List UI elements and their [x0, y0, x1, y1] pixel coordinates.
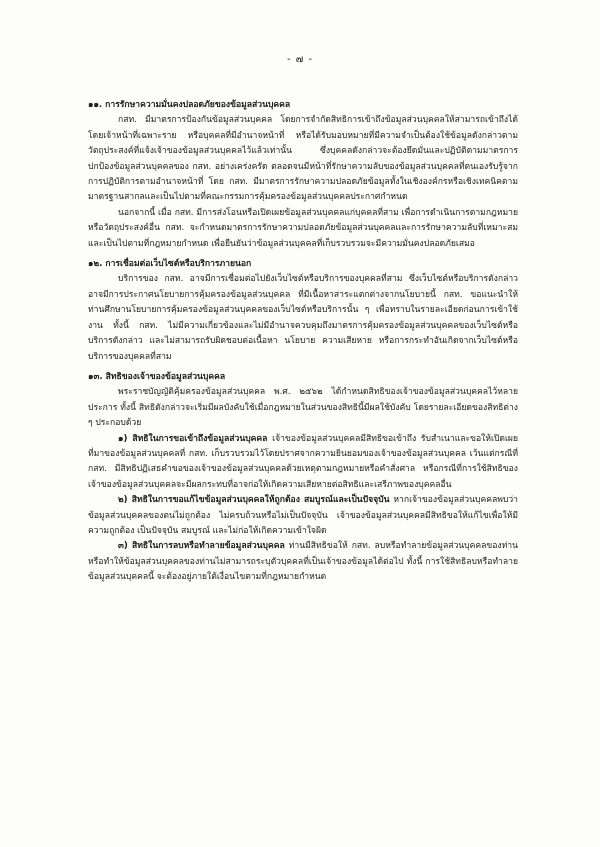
rights-item-title: ๒) สิทธิในการขอแก้ไขข้อมูลส่วนบุคคลให้ถูกต้อง สมบูรณ์และเป็นปัจจุบัน	[118, 495, 390, 506]
rights-item-rectify	[88, 493, 518, 539]
rights-item-text: หากเจ้าของข้อมูลส่วนบุคคลพบว่าข้อมูลส่วนบุคคลของตนไม่ถูกต้อง ไม่ครบถ้วนหรือไม่เป็นปัจจุบัน เจ้าของข้อมูลส่วนบุคคลมีสิทธิขอให้แก้ไขเพื่อให้มีความถูกต้อง เป็นปัจจุบัน สมบูรณ์ และไม่ก่อให้เกิดความเข้าใจผิด	[88, 495, 518, 536]
paragraph: พระราชบัญญัติคุ้มครองข้อมูลส่วนบุคคล พ.ศ. ๒๕๖๒ ได้กำหนดสิทธิของเจ้าของข้อมูลส่วนบุคคลไว้หลายประการ ทั้งนี้ สิทธิดังกล่าวจะเริ่มมีผลบังคับใช้เมื่อกฎหมายในส่วนของสิทธินี้มีผลใช้บังคับ โดยรายละเอียดของสิทธิต่าง ๆ ประกอบด้วย	[88, 387, 518, 429]
rights-item-text: เจ้าของข้อมูลส่วนบุคคลมีสิทธิขอเข้าถึง รับสำเนาและขอให้เปิดเผยที่มาของข้อมูลส่วนบุคคลที่ กสท. เก็บรวบรวมไว้โดยปราศจากความยินยอมของเจ้าของข้อมูลส่วนบุคคล เว้นแต่กรณีที่ กสท. มีสิทธิปฏิเสธคำขอของเจ้าของข้อมูลส่วนบุคคลด้วยเหตุตามกฎหมายหรือคำสั่งศาล หรือกรณีที่การใช้สิทธิของเจ้าของข้อมูลส่วนบุคคลจะมีผลกระทบที่อาจก่อให้เกิดความเสียหายต่อสิทธิและเสรีภาพของบุคคลอื่น	[88, 433, 518, 490]
section-13	[88, 370, 518, 586]
paragraph: บริการของ กสท. อาจมีการเชื่อมต่อไปยังเว็บไซต์หรือบริการของบุคคลที่สาม ซึ่งเว็บไซต์หรือบริการดังกล่าว อาจมีการประกาศนโยบายการคุ้มครองข้อมูลส่วนบุคคล ที่มีเนื้อหาสาระแตกต่างจากนโยบายนี้ กสท. ขอแนะนำให้ท่านศึกษานโยบายการคุ้มครองข้อมูลส่วนบุคคลของเว็บไซต์หรือบริการนั้น ๆ เพื่อทราบในรายละเอียดก่อนการเข้าใช้งาน ทั้งนี้ กสท. ไม่มีความเกี่ยวข้องและไม่มีอำนาจควบคุมถึงมาตรการคุ้มครองข้อมูลส่วนบุคคลของเว็บไซต์หรือบริการดังกล่าว และไม่สามารถรับผิดชอบต่อเนื้อหา นโยบาย ความเสียหาย หรือการกระทำอันเกิดจากเว็บไซต์หรือบริการของบุคคลที่สาม	[88, 274, 518, 362]
rights-item-title: ๑) สิทธิในการขอเข้าถึงข้อมูลส่วนบุคคล	[118, 433, 268, 444]
section-heading: ๑๒. การเชื่อมต่อเว็บไซต์หรือบริการภายนอก	[88, 259, 252, 270]
page-number: - ๗ -	[286, 54, 314, 65]
rights-item-title: ๓) สิทธิในการลบหรือทำลายข้อมูลส่วนบุคคล	[118, 541, 285, 552]
section-12	[88, 257, 518, 365]
rights-item-text: ท่านมีสิทธิขอให้ กสท. ลบหรือทำลายข้อมูลส่วนบุคคลของท่าน หรือทำให้ข้อมูลส่วนบุคคลของท่านไม่สามารถระบุตัวบุคคลที่เป็นเจ้าของข้อมูลได้ต่อไป ทั้งนี้ การใช้สิทธิลบหรือทำลายข้อมูลส่วนบุคคลนี้ จะต้องอยู่ภายใต้เงื่อนไขตามที่กฎหมายกำหนด	[88, 541, 518, 583]
section-11	[88, 98, 518, 252]
rights-item-erase	[88, 539, 518, 585]
section-heading: ๑๑. การรักษาความมั่นคงปลอดภัยของข้อมูลส่วนบุคคล	[88, 100, 291, 110]
section-heading: ๑๓. สิทธิของเจ้าของข้อมูลส่วนบุคคล	[88, 371, 226, 382]
rights-item-access	[88, 432, 518, 494]
paragraph: นอกจากนี้ เมื่อ กสท. มีการส่งโอนหรือเปิดเผยข้อมูลส่วนบุคคลแก่บุคคลที่สาม เพื่อการดำเนินการตามกฎหมายหรือวัตถุประสงค์อื่น กสท. จะกำหนดมาตรการรักษาความปลอดภัยข้อมูลส่วนบุคคลและการรักษาความลับที่เหมาะสมและเป็นไปตามที่กฎหมายกำหนด เพื่อยืนยันว่าข้อมูลส่วนบุคคลที่เก็บรวบรวมจะมีความมั่นคงปลอดภัยเสมอ	[88, 207, 518, 249]
document-body	[88, 98, 518, 586]
paragraph: กสท. มีมาตรการป้องกันข้อมูลส่วนบุคคล โดยการจำกัดสิทธิการเข้าถึงข้อมูลส่วนบุคคลให้สามารถเข้าถึงได้โดยเจ้าหน้าที่เฉพาะราย หรือบุคคลที่มีอำนาจหน้าที่ หรือได้รับมอบหมายที่มีความจำเป็นต้องใช้ข้อมูลดังกล่าวตามวัตถุประสงค์ที่แจ้งเจ้าของข้อมูลส่วนบุคคลไว้แล้วเท่านั้น ซึ่งบุคคลดังกล่าวจะต้องยึดมั่นและปฏิบัติตามมาตรการปกป้องข้อมูลส่วนบุคคลของ กสท. อย่างเคร่งครัด ตลอดจนมีหน้าที่รักษาความลับของข้อมูลส่วนบุคคลที่ตนเองรับรู้จากการปฏิบัติการตามอำนาจหน้าที่ โดย กสท. มีมาตรการรักษาความปลอดภัยข้อมูลทั้งในเชิงองค์กรหรือเชิงเทคนิคตามมาตรฐานสากลและเป็นไปตามที่คณะกรรมการคุ้มครองข้อมูลส่วนบุคคลประกาศกำหนด	[88, 115, 518, 203]
